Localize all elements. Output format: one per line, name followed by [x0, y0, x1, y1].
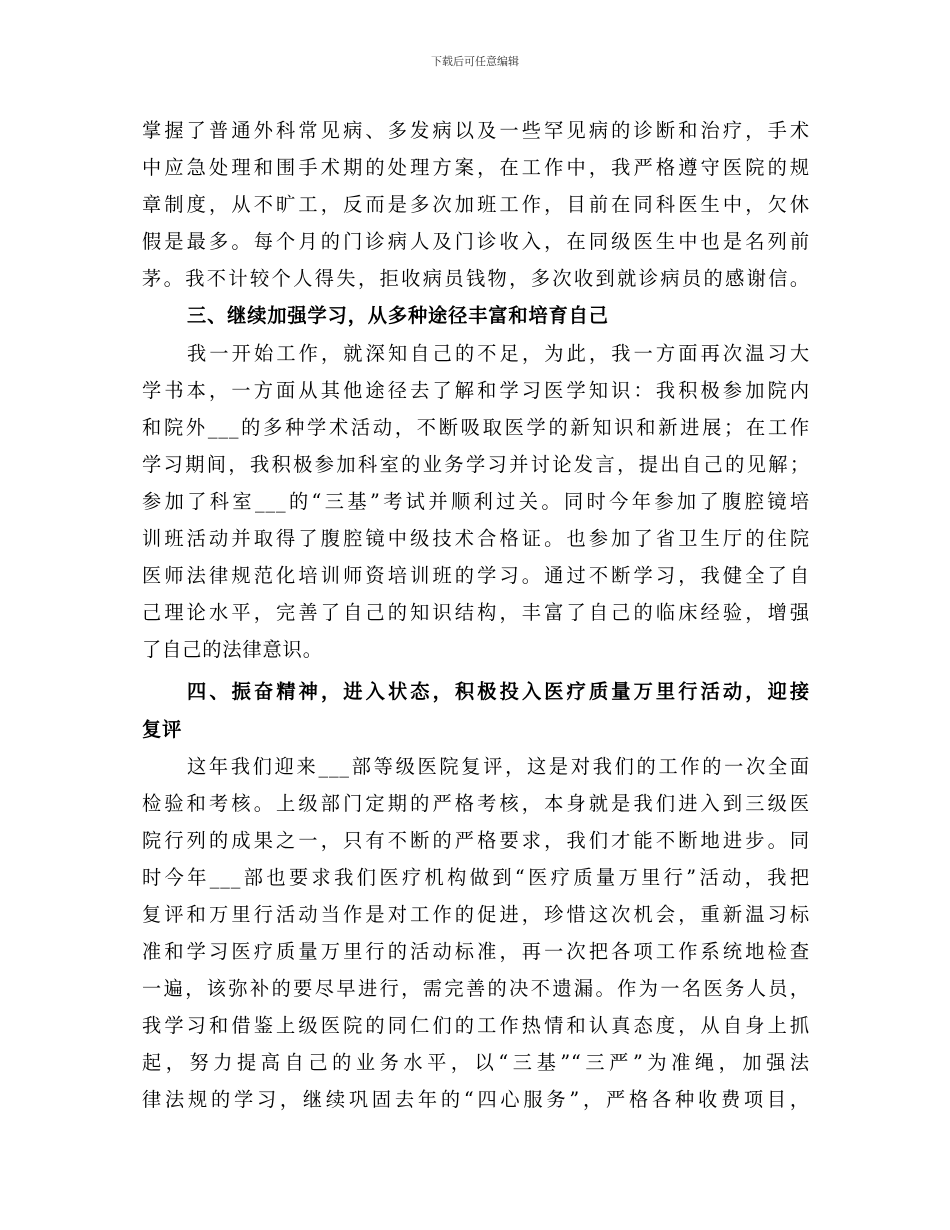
document-body: [142, 112, 810, 1119]
paragraph-line: 学习期间，我积极参加科室的业务学习并讨论发言，提出自己的见解；: [142, 452, 810, 476]
section-heading-line: 四、振奋精神，进入状态，积极投入医疗质量万里行活动，迎接: [187, 680, 810, 704]
paragraph-line: 参加了科室___的“三基”考试并顺利过关。同时今年参加了腹腔镜培: [142, 489, 810, 513]
paragraph-line: 医师法律规范化培训师资培训班的学习。通过不断学习，我健全了自: [142, 564, 810, 588]
paragraph-line: 我学习和借鉴上级医院的同仁们的工作热情和认真态度，从自身上抓: [142, 1014, 810, 1038]
paragraph-line: 准和学习医疗质量万里行的活动标准，再一次把各项工作系统地检查: [142, 940, 810, 964]
paragraph-line: 检验和考核。上级部门定期的严格考核，本身就是我们进入到三级医: [142, 791, 810, 815]
page-header: 下载后可任意编辑: [431, 55, 519, 68]
paragraph-line: 茅。我不计较个人得失，拒收病员钱物，多次收到就诊病员的感谢信。: [142, 267, 810, 291]
section-heading-line: 复评: [142, 717, 183, 741]
paragraph-line: 己理论水平，完善了自己的知识结构，丰富了自己的临床经验，增强: [142, 601, 810, 625]
paragraph-line: 院行列的成果之一，只有不断的严格要求，我们才能不断地进步。同: [142, 828, 810, 852]
section-heading-line: 三、继续加强学习，从多种途径丰富和培育自己: [187, 304, 609, 328]
paragraph-line: 起，努力提高自己的业务水平，以“三基”“三严”为准绳，加强法: [142, 1051, 810, 1075]
paragraph-line: 掌握了普通外科常见病、多发病以及一些罕见病的诊断和治疗，手术: [142, 119, 810, 142]
paragraph-line: 训班活动并取得了腹腔镜中级技术合格证。也参加了省卫生厅的住院: [142, 527, 810, 551]
paragraph-line: 假是最多。每个月的门诊病人及门诊收入，在同级医生中也是名列前: [142, 230, 810, 254]
paragraph-line: 中应急处理和围手术期的处理方案，在工作中，我严格遵守医院的规: [142, 156, 810, 180]
paragraph-line: 复评和万里行活动当作是对工作的促进，珍惜这次机会，重新温习标: [142, 902, 810, 926]
paragraph-line: 了自己的法律意识。: [142, 638, 323, 662]
paragraph-line: 章制度，从不旷工，反而是多次加班工作，目前在同科医生中，欠休: [142, 193, 810, 217]
paragraph-line: 律法规的学习，继续巩固去年的“四心服务”，严格各种收费项目，: [142, 1088, 810, 1112]
paragraph-line: 和院外___的多种学术活动，不断吸取医学的新知识和新进展；在工作: [142, 415, 810, 439]
paragraph-line: 这年我们迎来___部等级医院复评，这是对我们的工作的一次全面: [187, 754, 810, 778]
paragraph-line: 学书本，一方面从其他途径去了解和学习医学知识：我积极参加院内: [142, 378, 810, 402]
paragraph-line: 一遍，该弥补的要尽早进行，需完善的决不遗漏。作为一名医务人员，: [142, 977, 810, 1001]
paragraph-line: 时今年___部也要求我们医疗机构做到“医疗质量万里行”活动，我把: [142, 865, 810, 889]
paragraph-line: 我一开始工作，就深知自己的不足，为此，我一方面再次温习大: [187, 341, 810, 365]
